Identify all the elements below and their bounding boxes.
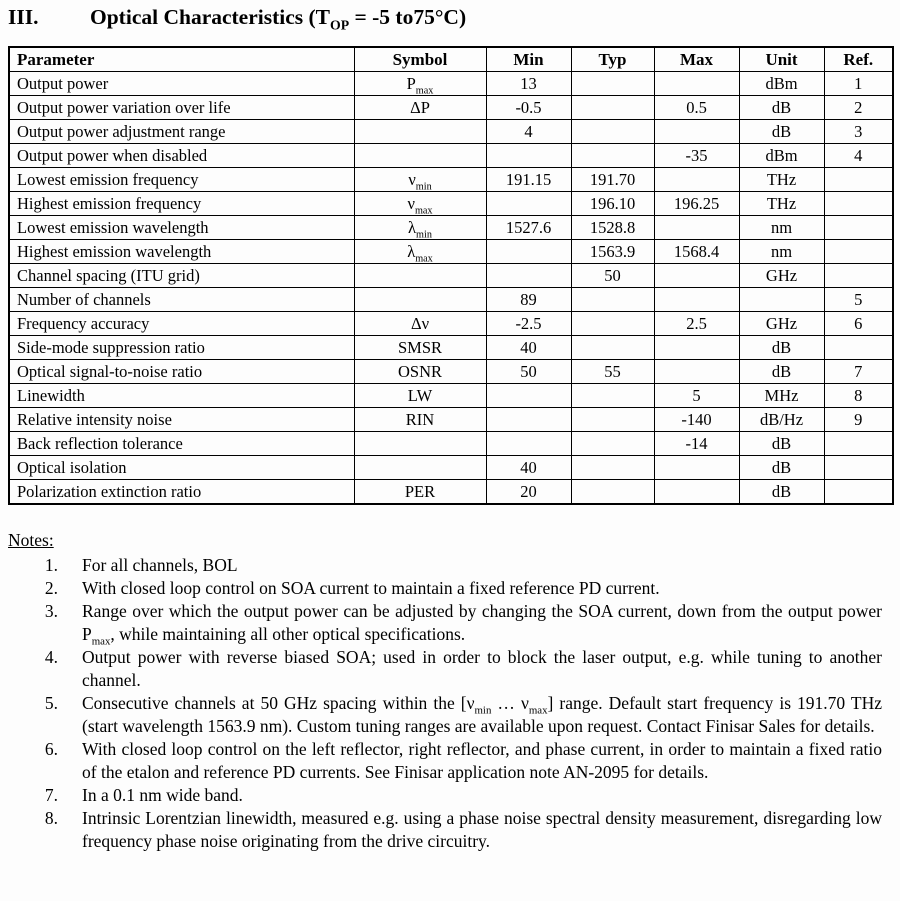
table-cell [486,432,571,456]
column-header: Symbol [354,47,486,72]
note-text: For all channels, BOL [82,555,238,575]
table-cell [824,168,893,192]
table-cell: RIN [354,408,486,432]
table-cell [571,312,654,336]
note-number: 8. [44,808,58,828]
table-cell: 196.10 [571,192,654,216]
table-cell: 2.5 [654,312,739,336]
table-row [9,72,893,96]
notes-list [8,554,900,853]
table-cell [654,168,739,192]
note-item [8,554,900,577]
table-cell: 1527.6 [486,216,571,240]
table-row [9,264,893,288]
table-cell: dB [739,480,824,505]
note-text: Consecutive channels at 50 GHz spacing within the [$\nu_{min}$ … $\nu_{max}$] range. Default start frequency is 191.70 THz (start wavelength 1563.9 nm). Custom tuning ranges are available upon request. Contact Finisar Sales for details. [82,693,882,736]
table-row [9,168,893,192]
table-cell: SMSR [354,336,486,360]
optical-characteristics-table [8,46,894,505]
table-cell: Δν [354,312,486,336]
note-item [8,784,900,807]
table-cell: -0.5 [486,96,571,120]
table-row [9,336,893,360]
table-cell: 191.70 [571,168,654,192]
table-cell: $\lambda_{max}$ [354,240,486,264]
table-cell: 3 [824,120,893,144]
note-item [8,692,900,738]
table-cell [824,432,893,456]
table-cell: Optical isolation [9,456,354,480]
table-cell [354,120,486,144]
table-cell: GHz [739,312,824,336]
table-cell [571,480,654,505]
table-cell: Output power when disabled [9,144,354,168]
table-cell: Frequency accuracy [9,312,354,336]
table-cell: 20 [486,480,571,505]
table-cell [571,336,654,360]
table-cell [824,456,893,480]
table-cell: 1528.8 [571,216,654,240]
table-cell: 196.25 [654,192,739,216]
table-cell [571,288,654,312]
table-cell: 40 [486,456,571,480]
table-cell: MHz [739,384,824,408]
table-cell: 5 [824,288,893,312]
table-cell [354,456,486,480]
note-text: With closed loop control on the left reflector, right reflector, and phase current, in order to maintain a fixed ratio of the etalon and reference PD currents. See Finisar application note AN-2095 for details. [82,739,882,782]
table-row [9,384,893,408]
table-cell [654,264,739,288]
table-cell: 13 [486,72,571,96]
table-cell: THz [739,192,824,216]
table-cell: 1568.4 [654,240,739,264]
table-cell [571,384,654,408]
table-cell: -14 [654,432,739,456]
table-cell: $\nu_{min}$ [354,168,486,192]
table-body [9,72,893,505]
table-cell [824,216,893,240]
table-cell: $P_{max}$ [354,72,486,96]
table-cell: Back reflection tolerance [9,432,354,456]
table-cell: 55 [571,360,654,384]
table-cell [571,96,654,120]
table-cell: Side-mode suppression ratio [9,336,354,360]
table-cell: 6 [824,312,893,336]
table-cell [654,288,739,312]
table-cell: Relative intensity noise [9,408,354,432]
table-cell [824,264,893,288]
table-cell: 4 [486,120,571,144]
note-text: Intrinsic Lorentzian linewidth, measured e.g. using a phase noise spectral density measurement, disregarding low frequency phase noise originating from the drive circuitry. [82,808,882,851]
section-heading [8,4,900,31]
note-number: 2. [44,578,58,598]
table-row [9,216,893,240]
table-row [9,360,893,384]
table-cell: LW [354,384,486,408]
table-cell: Output power adjustment range [9,120,354,144]
table-cell: 89 [486,288,571,312]
table-cell: nm [739,216,824,240]
table-cell [354,264,486,288]
table-row [9,120,893,144]
note-number: 3. [44,601,58,621]
note-text: With closed loop control on SOA current to maintain a fixed reference PD current. [82,578,660,598]
table-cell: $\nu_{max}$ [354,192,486,216]
table-cell: 0.5 [654,96,739,120]
table-cell: GHz [739,264,824,288]
table-cell: Highest emission wavelength [9,240,354,264]
table-cell: 40 [486,336,571,360]
table-cell [824,480,893,505]
notes-heading: Notes: [8,530,54,550]
table-cell: PER [354,480,486,505]
table-cell: Lowest emission wavelength [9,216,354,240]
table-cell: -35 [654,144,739,168]
section-numeral: III. [8,5,39,29]
table-row [9,96,893,120]
table-cell: 191.15 [486,168,571,192]
note-number: 1. [44,555,58,575]
table-cell: 5 [654,384,739,408]
table-cell: nm [739,240,824,264]
table-cell: 1 [824,72,893,96]
note-text: Range over which the output power can be adjusted by changing the SOA current, down from the output power $P_{max}$, while maintaining all other optical specifications. [82,601,882,648]
table-cell [654,336,739,360]
table-cell: Polarization extinction ratio [9,480,354,505]
table-row [9,240,893,264]
table-row [9,144,893,168]
table-cell [824,192,893,216]
table-cell [571,120,654,144]
table-cell: dB [739,96,824,120]
column-header: Ref. [824,47,893,72]
table-cell: dBm [739,72,824,96]
column-header: Typ [571,47,654,72]
table-cell [486,384,571,408]
table-cell: dB [739,456,824,480]
notes-section [8,529,900,853]
table-cell [654,360,739,384]
table-cell: THz [739,168,824,192]
table-cell: 1563.9 [571,240,654,264]
table-row [9,192,893,216]
table-cell [654,216,739,240]
table-cell: 4 [824,144,893,168]
table-cell [654,456,739,480]
table-cell [654,480,739,505]
table-cell: dB [739,336,824,360]
note-number: 6. [44,739,58,759]
note-item [8,807,900,853]
table-cell: 8 [824,384,893,408]
table-cell: Highest emission frequency [9,192,354,216]
table-cell [486,264,571,288]
table-cell [571,432,654,456]
column-header: Min [486,47,571,72]
table-cell [571,408,654,432]
table-cell [824,336,893,360]
table-row [9,432,893,456]
note-number: 4. [44,647,58,667]
table-cell: dB [739,360,824,384]
table-cell: -2.5 [486,312,571,336]
table-cell [571,144,654,168]
table-cell: $\lambda_{min}$ [354,216,486,240]
table-row [9,456,893,480]
table-cell: dB [739,432,824,456]
table-cell: dB [739,120,824,144]
table-cell: 9 [824,408,893,432]
note-item [8,646,900,692]
note-number: 7. [44,785,58,805]
table-cell [486,408,571,432]
table-cell [486,240,571,264]
table-cell [354,288,486,312]
table-cell [824,240,893,264]
table-cell: 50 [571,264,654,288]
column-header: Parameter [9,47,354,72]
column-header: Max [654,47,739,72]
column-header: Unit [739,47,824,72]
table-row [9,408,893,432]
table-cell: Lowest emission frequency [9,168,354,192]
table-cell [654,120,739,144]
table-row [9,312,893,336]
table-cell: 7 [824,360,893,384]
table-cell: Number of channels [9,288,354,312]
table-cell [354,144,486,168]
table-cell: Output power variation over life [9,96,354,120]
table-cell: 50 [486,360,571,384]
table-cell: dBm [739,144,824,168]
table-cell: Linewidth [9,384,354,408]
header-row [9,47,893,72]
table-row [9,288,893,312]
table-cell [486,144,571,168]
note-item [8,600,900,646]
table-cell [654,72,739,96]
table-cell [571,72,654,96]
note-text: In a 0.1 nm wide band. [82,785,243,805]
table-cell: Channel spacing (ITU grid) [9,264,354,288]
table-cell [486,192,571,216]
note-text: Output power with reverse biased SOA; used in order to block the laser output, e.g. while tuning to another channel. [82,647,882,690]
table-row [9,480,893,505]
table-cell: Output power [9,72,354,96]
note-number: 5. [44,693,58,713]
table-cell: ΔP [354,96,486,120]
table-cell: OSNR [354,360,486,384]
table-cell: 2 [824,96,893,120]
table-cell [571,456,654,480]
table-cell: Optical signal-to-noise ratio [9,360,354,384]
table-cell [354,432,486,456]
note-item [8,738,900,784]
table-cell: -140 [654,408,739,432]
table-cell: dB/Hz [739,408,824,432]
note-item [8,577,900,600]
section-title: Optical Characteristics ($T_{OP} = -5$ to75°C) [90,5,467,33]
table-cell [739,288,824,312]
